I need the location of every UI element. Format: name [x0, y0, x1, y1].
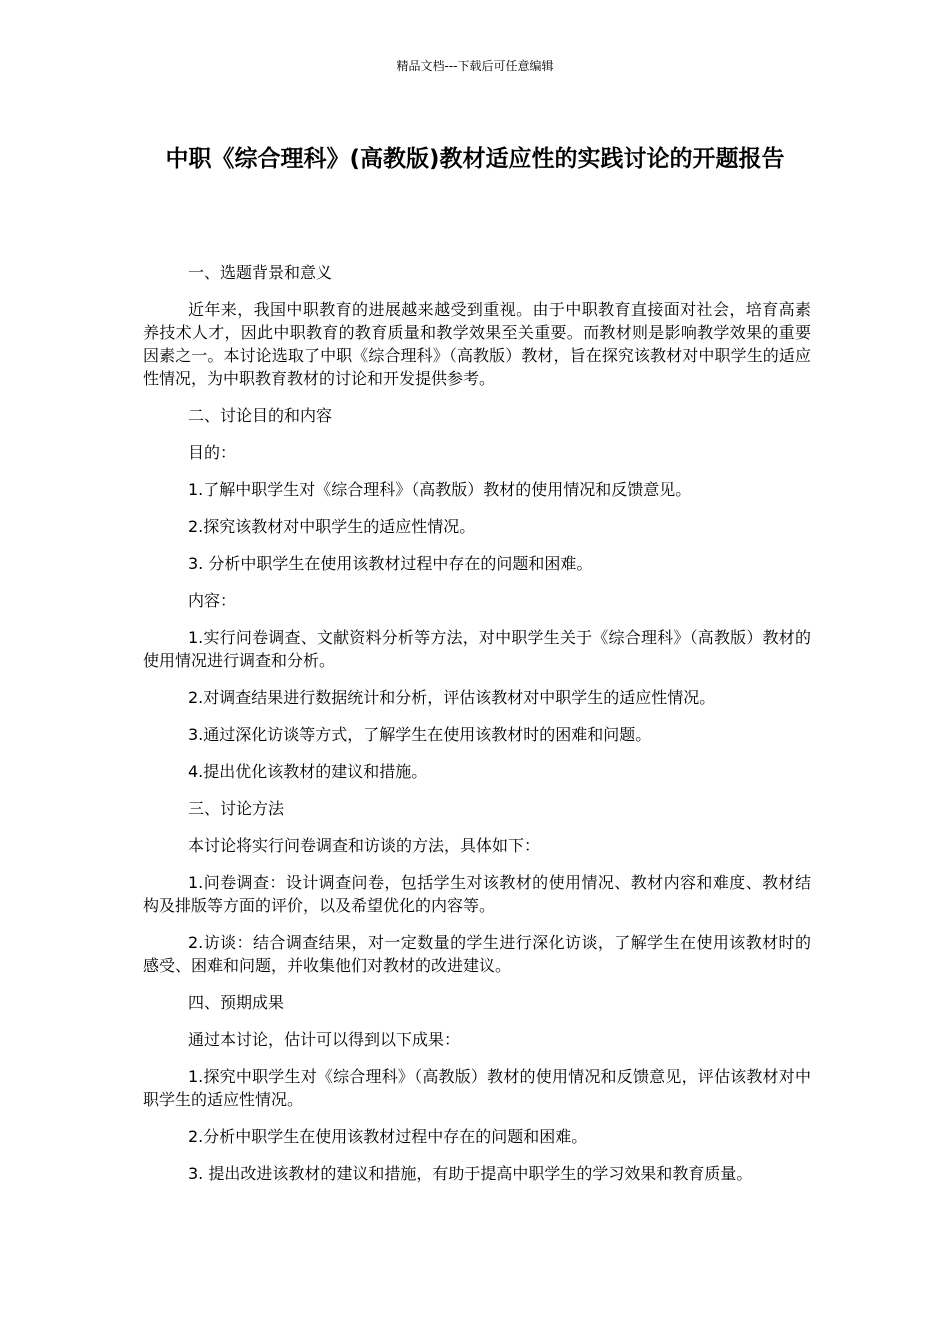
methods-intro: 本讨论将实行问卷调查和访谈的方法，具体如下： [188, 836, 541, 855]
document-body [143, 261, 811, 1199]
paragraph-background: 近年来，我国中职教育的进展越来越受到重视。由于中职教育直接面对社会，培育高素养技术人才，因此中职教育的教育质量和教学效果至关重要。而教材则是影响教学效果的重要因素之一。本讨论选取了中职《综合理科》（高教版）教材，旨在探究该教材对中职学生的适应性情况，为中职教育教材的讨论和开发提供参考。 [143, 300, 811, 388]
document-title: 中职《综合理科》(高教版)教材适应性的实践讨论的开题报告 [165, 146, 785, 172]
content-item-4: 4.提出优化该教材的建议和措施。 [188, 762, 428, 781]
section-heading-outcomes: 四、预期成果 [188, 993, 285, 1012]
label-content: 内容： [188, 591, 237, 610]
method-item-2: 2.访谈：结合调查结果，对一定数量的学生进行深化访谈，了解学生在使用该教材时的感受、困难和问题，并收集他们对教材的改进建议。 [143, 933, 811, 975]
section-heading-methods: 三、讨论方法 [188, 799, 285, 818]
purpose-item-1: 1.了解中职学生对《综合理科》（高教版）教材的使用情况和反馈意见。 [188, 480, 692, 499]
header-note: 精品文档---下载后可任意编辑 [396, 59, 554, 73]
outcomes-intro: 通过本讨论，估计可以得到以下成果： [188, 1030, 461, 1049]
section-heading-purpose-content: 二、讨论目的和内容 [188, 406, 333, 425]
content-item-3: 3.通过深化访谈等方式，了解学生在使用该教材时的困难和问题。 [188, 725, 652, 744]
outcome-item-2: 2.分析中职学生在使用该教材过程中存在的问题和困难。 [188, 1127, 588, 1146]
section-heading-background: 一、选题背景和意义 [188, 263, 333, 282]
outcome-item-3: 3. 提出改进该教材的建议和措施，有助于提高中职学生的学习效果和教育质量。 [188, 1164, 753, 1183]
outcome-item-1: 1.探究中职学生对《综合理科》（高教版）教材的使用情况和反馈意见，评估该教材对中职学生的适应性情况。 [143, 1067, 811, 1109]
purpose-item-3: 3. 分析中职学生在使用该教材过程中存在的问题和困难。 [188, 554, 593, 573]
content-item-2: 2.对调查结果进行数据统计和分析，评估该教材对中职学生的适应性情况。 [188, 688, 716, 707]
label-purpose: 目的： [188, 443, 237, 462]
method-item-1: 1.问卷调查：设计调查问卷，包括学生对该教材的使用情况、教材内容和难度、教材结构及排版等方面的评价，以及希望优化的内容等。 [143, 873, 811, 915]
content-item-1: 1.实行问卷调查、文献资料分析等方法，对中职学生关于《综合理科》（高教版）教材的使用情况进行调查和分析。 [143, 628, 811, 670]
purpose-item-2: 2.探究该教材对中职学生的适应性情况。 [188, 517, 476, 536]
